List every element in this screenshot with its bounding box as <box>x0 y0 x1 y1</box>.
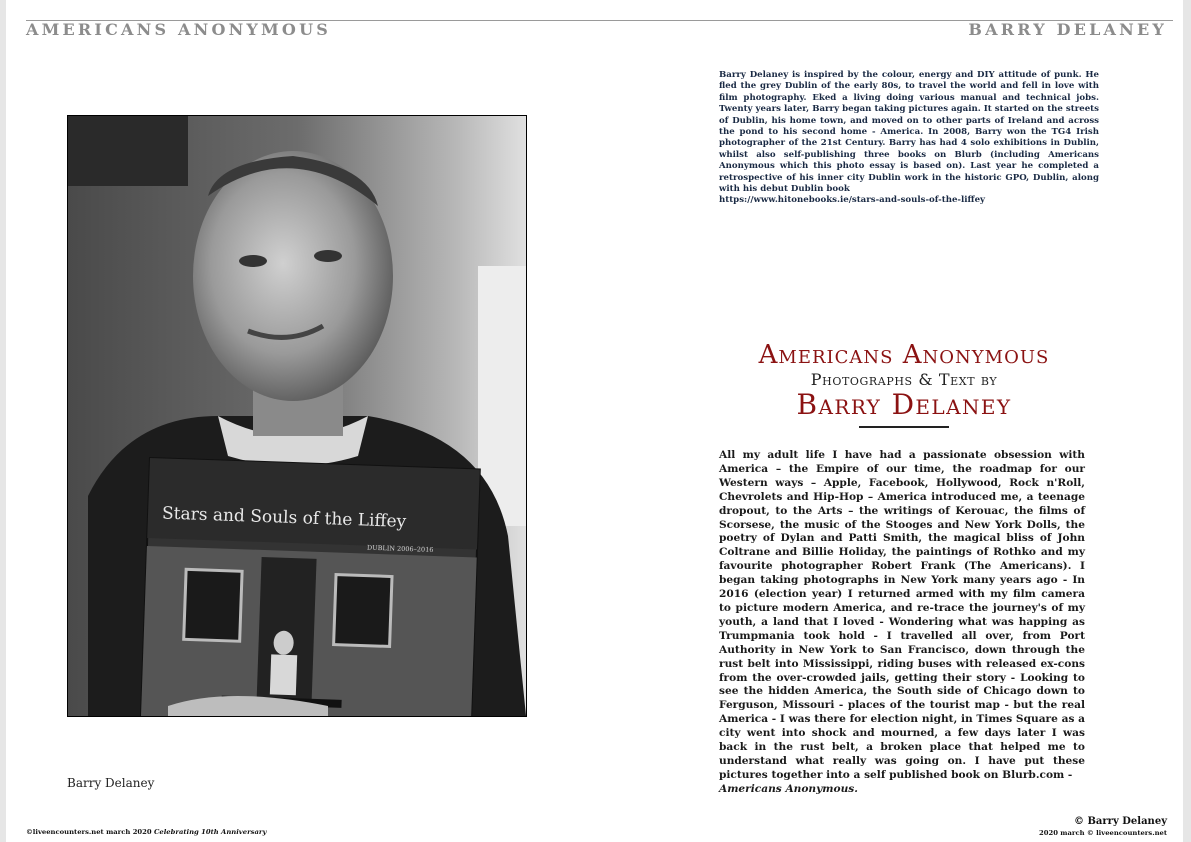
essay-text: All my adult life I have had a passionate obsession with America – the Empire of our time, the roadmap for our Western ways – Apple, Facebook, Hollywood, Rock n'Roll, Chevrolets and Hip-Hop – America introduced me, a teenage dropout, to the Arts – the writings of Kerouac, the films of Scorsese, the music of the Stooges and New York Dolls, the poetry of Dylan and Patti Smith, the magical bliss of John Coltrane and Billie Holiday, the paintings of Rothko and my favourite photographer Robert Frank (The Americans). I began taking photographs in New York many years ago - In 2016 (election year) I returned armed with my film camera to picture modern America, and re-trace the journey's of my youth, a land that I loved - Wondering what was happing as Trumpmania took hold - I travelled all over, from Port Authority in New York to San Francisco, down through the rust belt into Mississippi, riding buses with released ex-cons from the over-crowded jails, getting their story - Looking to see the hidden America, the South side of Chicago down to Ferguson, Missouri - places of the tourist map - but the real America - I was there for election night, in Times Square as a city went into shock and mourned, a few days later I was back in the rust belt, a broken place that helped me to understand what really was going on. I have put these pictures together into a self published book on Blurb.com - <box>719 449 1085 781</box>
bio-url-link[interactable]: https://www.hitonebooks.ie/stars-and-souls-of-the-liffey <box>719 195 986 206</box>
bio-text: Barry Delaney is inspired by the colour, energy and DIY attitude of punk. He fled the grey Dublin of the early 80s, to travel the world and fell in love with film photography. Eked a living doing various manual and technical jobs. Twenty years later, Barry began taking pictures again. It started on the streets of Dublin, his home town, and moved on to other parts of Ireland and across the pond to his second home - America. In 2008, Barry won the TG4 Irish photographer of the 21st Century. Barry has had 4 solo exhibitions in Dublin, whilst also self-publishing three books on Blurb (including Americans Anonymous which this photo essay is based on). Last year he completed a retrospective of his inner city Dublin work in the historic GPO, Dublin, along with his debut Dublin book <box>719 70 1099 195</box>
running-header-left: AMERICANS ANONYMOUS <box>26 20 331 39</box>
article-title: Americans Anonymous <box>758 340 1050 370</box>
magazine-spread <box>6 0 1183 842</box>
essay-body <box>719 449 1085 797</box>
footer-left-italic: Celebrating 10th Anniversary <box>153 828 267 836</box>
author-bio <box>719 70 1099 207</box>
title-divider <box>859 426 949 428</box>
book-subtitle: DUBLIN 2006–2016 <box>366 543 434 554</box>
article-subtitle: Photographs & Text by <box>810 370 998 389</box>
portrait-photo <box>67 115 527 717</box>
portrait-illustration <box>68 116 526 716</box>
article-title-block <box>706 338 1102 428</box>
book-title: Stars and Souls of the Liffey <box>161 503 407 532</box>
essay-book-title: Americans Anonymous. <box>719 782 858 795</box>
footer-right: 2020 march © liveencounters.net <box>1039 829 1167 837</box>
article-author: Barry Delaney <box>796 388 1012 421</box>
photo-caption: Barry Delaney <box>67 776 155 790</box>
footer-left-text: ©liveencounters.net march 2020 <box>26 828 154 836</box>
footer-left <box>26 828 266 836</box>
running-header-right: BARRY DELANEY <box>968 20 1167 39</box>
photo-copyright: © Barry Delaney <box>1074 816 1167 827</box>
